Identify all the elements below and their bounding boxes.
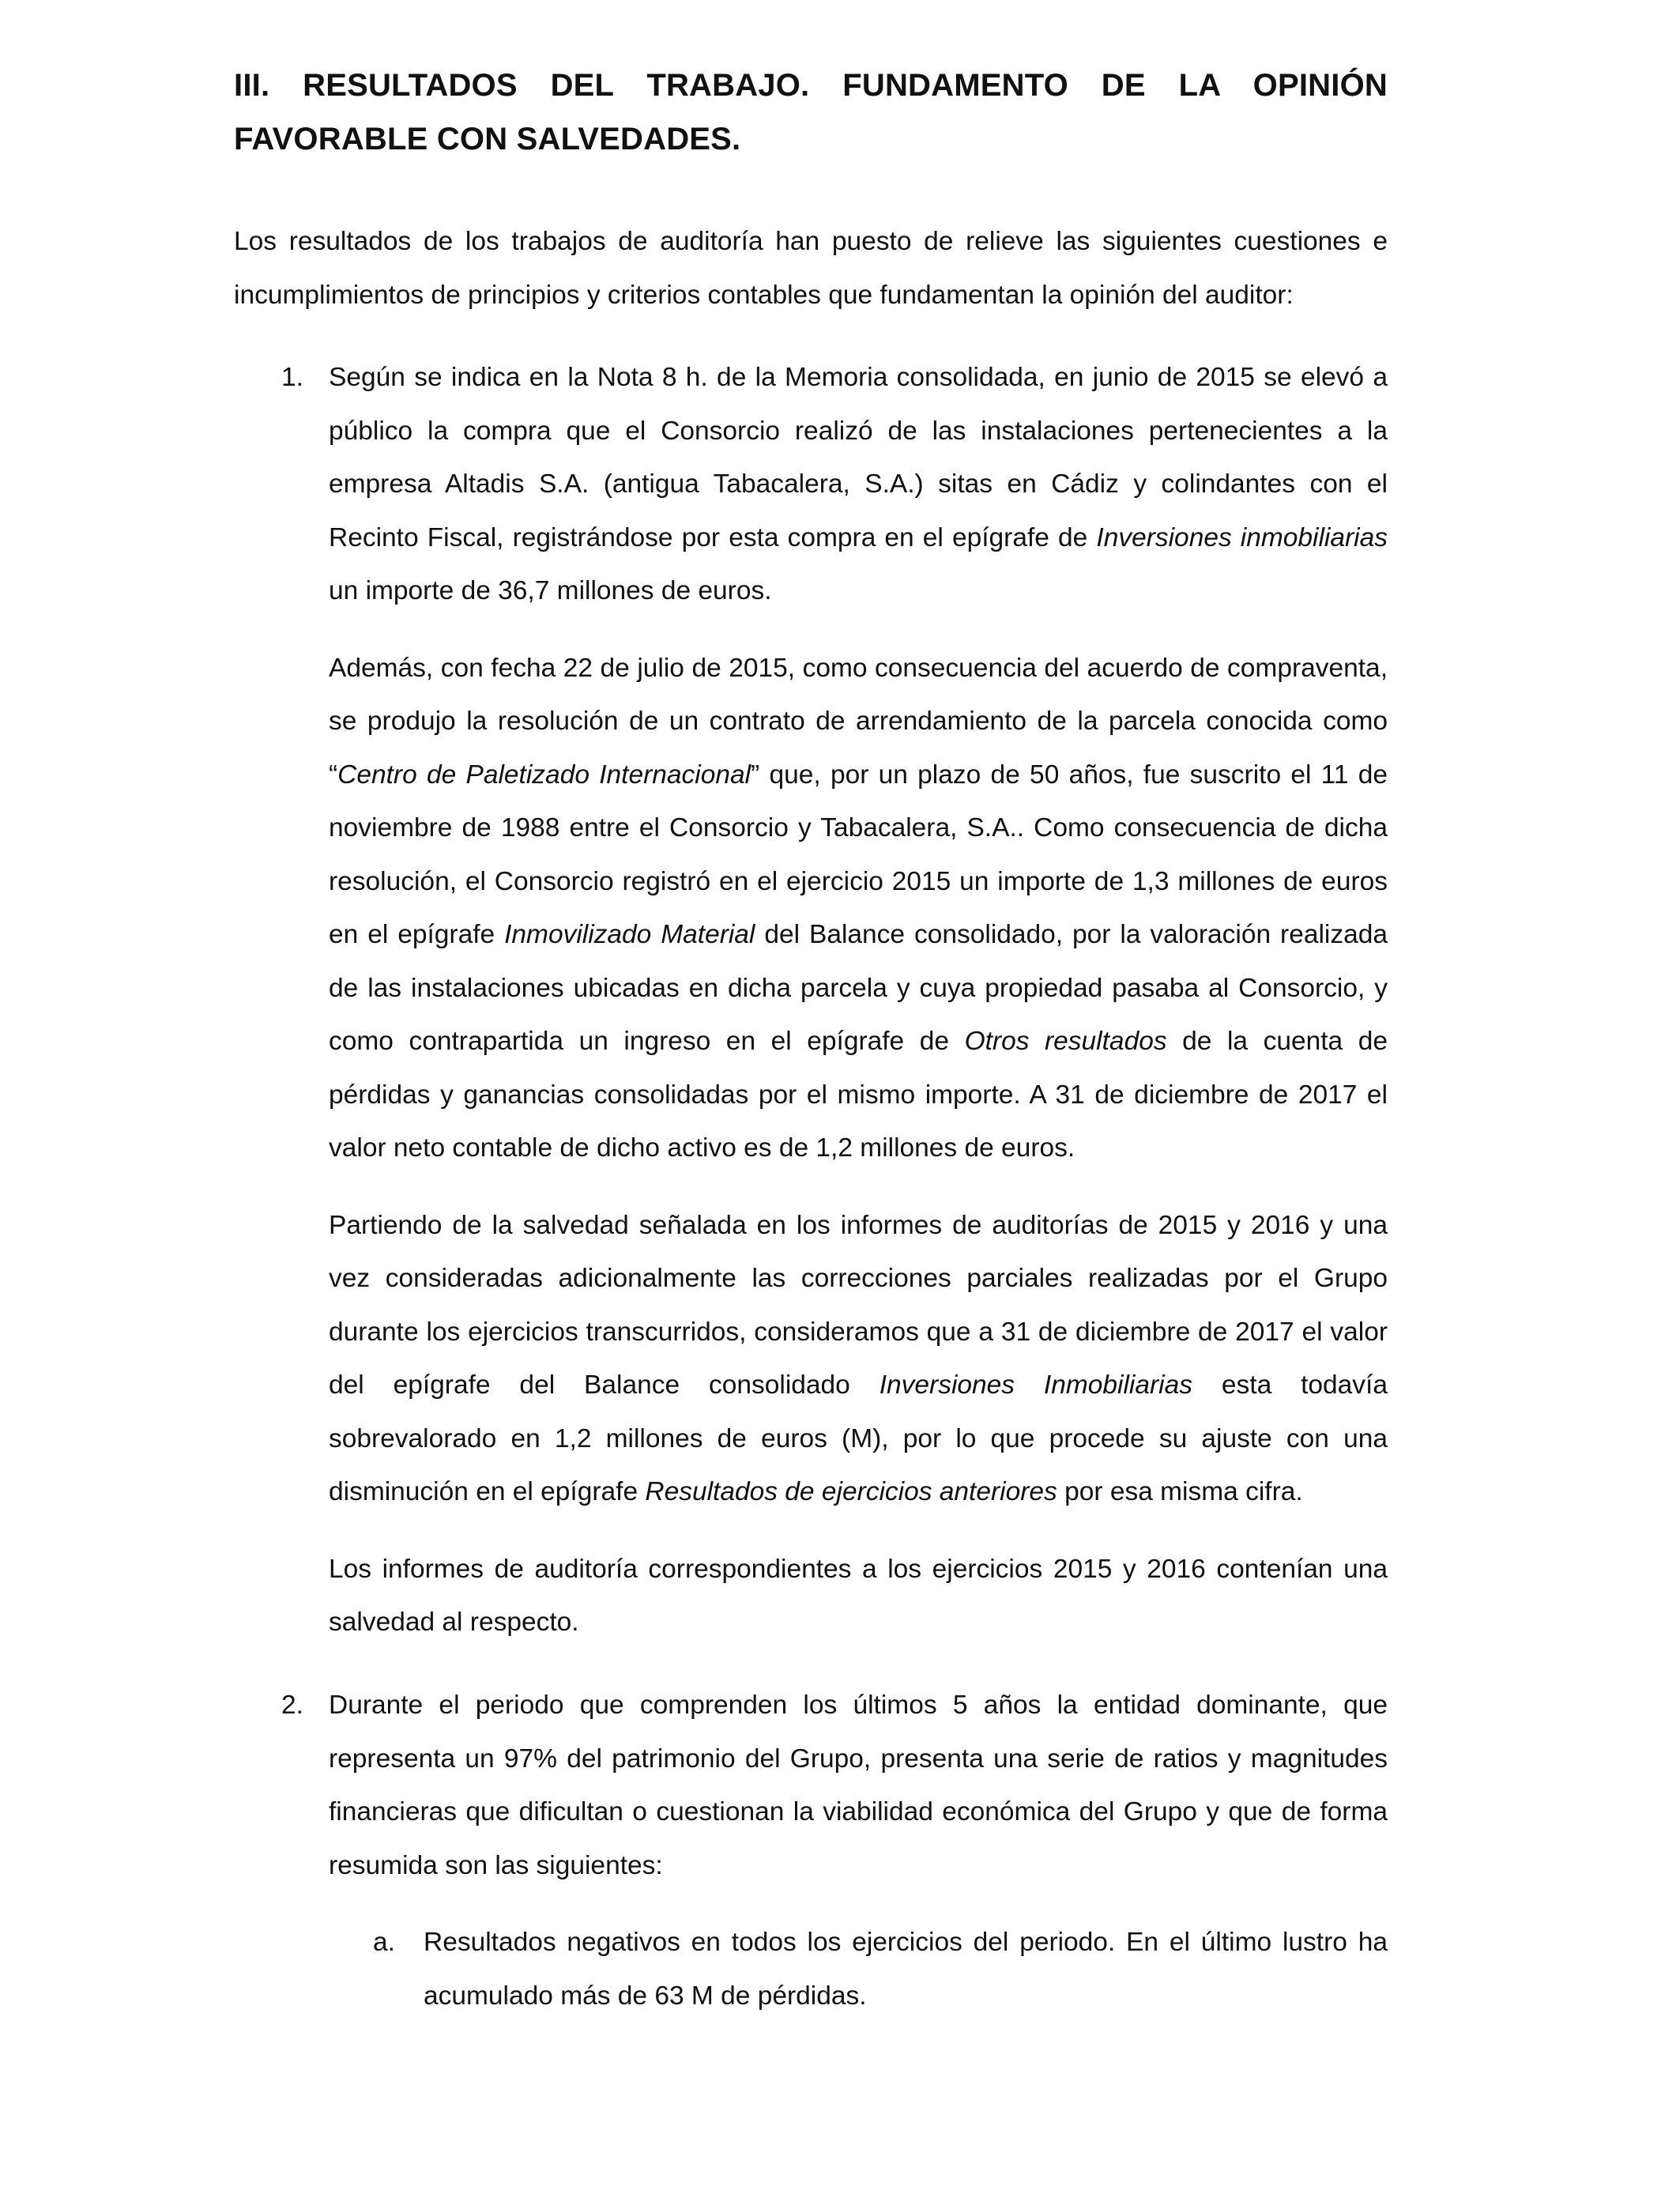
text-run: esta todavía sobrevalorado en 1,2 millones de euros (M), por lo que procede su ajuste con una disminución en el epígrafe [329, 1370, 1388, 1506]
intro-paragraph: Los resultados de los trabajos de auditoría han puesto de relieve las siguientes cuestiones e incumplimientos de principios y criterios contables que fundamentan la opinión del auditor: [234, 227, 1388, 310]
text-run: Además, con fecha 22 de julio de 2015, como consecuencia del acuerdo de compraventa, se produjo la resolución de un contrato de arrendamiento de la parcela conocida como “ [329, 653, 1388, 790]
list-item-1-number: 1. [281, 363, 303, 392]
list-item-2 [234, 1679, 1388, 1892]
list-item-1-paragraph-2 [329, 642, 1388, 1175]
text-run: un importe de 36,7 millones de euros. [329, 576, 772, 605]
italic-term: Centro de Paletizado Internacional [337, 760, 751, 790]
sub-list-item-a [329, 1916, 1388, 2022]
text-run: por esa misma cifra. [1057, 1477, 1303, 1506]
italic-term: Inversiones inmobiliarias [1096, 522, 1388, 552]
italic-term: Inmovilizado Material [504, 920, 755, 949]
text-run: Según se indica en la Nota 8 h. de la Memoria consolidada, en junio de 2015 se elevó a público la compra que el Consorcio realizó de las instalaciones pertenecientes a la empresa Altadis S.A. (antigua Tabacalera, S.A.) sitas en Cádiz y colindantes con el Recinto Fiscal, registrándose por esta compra en el epígrafe de [329, 363, 1388, 552]
list-item-1 [234, 351, 1388, 1649]
text-run: ” que, por un plazo de 50 años, fue suscrito el 11 de noviembre de 1988 entre el Consorcio y Tabacalera, S.A.. Como consecuencia de dicha resolución, el Consorcio registró en el ejercicio 2015 un importe de 1,3 millones de euros en el epígrafe [329, 760, 1388, 949]
italic-term: Resultados de ejercicios anteriores [645, 1477, 1057, 1506]
list-item-2-paragraph-1: Durante el periodo que comprenden los últimos 5 años la entidad dominante, que representa un 97% del patrimonio del Grupo, presenta una serie de ratios y magnitudes financieras que dificultan o cuestionan la viabilidad económica del Grupo y que de forma resumida son las siguientes: [329, 1691, 1388, 1880]
section-heading [234, 58, 1388, 166]
italic-term: Inversiones Inmobiliarias [879, 1370, 1192, 1400]
text-run: de la cuenta de pérdidas y ganancias consolidadas por el mismo importe. A 31 de diciembre de 2017 el valor neto contable de dicho activo es de 1,2 millones de euros. [329, 1027, 1388, 1163]
list-item-1-paragraph-1 [329, 351, 1388, 618]
section-heading-line-2: FAVORABLE CON SALVEDADES. [234, 122, 741, 156]
list-item-2-number: 2. [281, 1691, 303, 1720]
sub-list-item-a-letter: a. [373, 1928, 395, 1957]
sub-list-item-a-text: Resultados negativos en todos los ejercicios del periodo. En el último lustro ha acumulado más de 63 M de pérdidas. [424, 1928, 1388, 2011]
list-item-1-paragraph-4: Los informes de auditoría correspondientes a los ejercicios 2015 y 2016 contenían una salvedad al respecto. [329, 1554, 1388, 1637]
section-heading-line-1: III. RESULTADOS DEL TRABAJO. FUNDAMENTO DE LA OPINIÓN [234, 68, 1388, 103]
list-item-1-paragraph-3 [329, 1199, 1388, 1519]
text-run: Partiendo de la salvedad señalada en los informes de auditorías de 2015 y 2016 y una vez consideradas adicionalmente las correcciones parciales realizadas por el Grupo durante los ejercicios transcurridos, consideramos que a 31 de diciembre de 2017 el valor del epígrafe del Balance consolidado [329, 1210, 1388, 1400]
italic-term: Otros resultados [964, 1027, 1167, 1056]
text-run: del Balance consolidado, por la valoración realizada de las instalaciones ubicadas en dicha parcela y cuya propiedad pasaba al Consorcio, y como contrapartida un ingreso en el epígrafe de [329, 920, 1388, 1056]
